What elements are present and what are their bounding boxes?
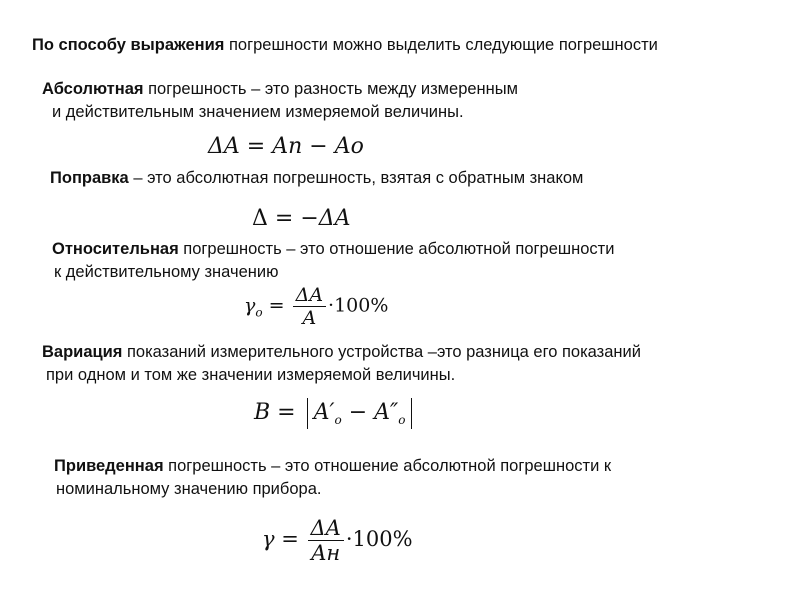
term-relative: Относительная bbox=[52, 240, 179, 258]
definition-absolute bbox=[42, 78, 518, 124]
formula-absolute bbox=[208, 134, 364, 159]
formula-correction-lhs: Δ bbox=[252, 206, 268, 231]
formula-relative-num: ΔA bbox=[295, 284, 324, 306]
formula-absolute-b: Ao bbox=[334, 134, 364, 159]
formula-reduced-lhs: γ bbox=[262, 527, 275, 551]
definition-reduced-line2: номинальному значению прибора. bbox=[56, 480, 322, 498]
formula-reduced-eq: = bbox=[274, 527, 306, 551]
formula-reduced bbox=[262, 516, 413, 565]
definition-reduced bbox=[54, 455, 611, 501]
formula-reduced-num: ΔA bbox=[310, 516, 341, 540]
formula-relative bbox=[244, 284, 388, 329]
definition-variation-line1: показаний измерительного устройства –это разница его показаний bbox=[122, 343, 641, 361]
formula-variation bbox=[254, 398, 412, 429]
definition-absolute-line2: и действительным значением измеряемой величины. bbox=[52, 103, 464, 121]
formula-correction-rhs: −ΔA bbox=[300, 206, 351, 231]
formula-variation-a-sub: o bbox=[334, 413, 342, 427]
formula-variation-eq: = bbox=[270, 400, 303, 425]
heading-rest: погрешности можно выделить следующие погрешности bbox=[224, 36, 658, 54]
formula-reduced-den: Aн bbox=[308, 540, 344, 565]
definition-relative-line1: погрешность – это отношение абсолютной погрешности bbox=[178, 240, 615, 258]
formula-absolute-a: An bbox=[272, 134, 303, 159]
definition-variation-line2: при одном и том же значении измеряемой величины. bbox=[46, 366, 456, 384]
heading-bold: По способу выражения bbox=[32, 36, 225, 54]
formula-relative-den: A bbox=[293, 306, 326, 329]
formula-variation-lhs: B bbox=[254, 400, 271, 425]
term-variation: Вариация bbox=[42, 343, 123, 361]
formula-variation-b-sub: o bbox=[398, 413, 406, 427]
definition-relative bbox=[52, 238, 614, 284]
term-correction: Поправка bbox=[50, 169, 129, 187]
formula-reduced-tail: ·100% bbox=[345, 527, 413, 551]
formula-absolute-lhs: ΔA bbox=[208, 134, 240, 159]
formula-correction-eq: = bbox=[267, 206, 301, 231]
formula-variation-b: A″ bbox=[374, 400, 399, 425]
formula-absolute-minus: − bbox=[302, 134, 335, 159]
definition-absolute-line1: погрешность – это разность между измеренным bbox=[143, 80, 518, 98]
definition-correction bbox=[50, 167, 583, 190]
term-absolute: Абсолютная bbox=[42, 80, 144, 98]
definition-relative-line2: к действительному значению bbox=[54, 263, 279, 281]
formula-relative-tail: ·100% bbox=[328, 294, 389, 317]
formula-relative-sub: o bbox=[255, 305, 263, 320]
term-reduced: Приведенная bbox=[54, 457, 164, 475]
formula-variation-a: A′ bbox=[313, 400, 335, 425]
formula-absolute-eq: = bbox=[239, 134, 273, 159]
formula-variation-minus: − bbox=[341, 400, 375, 425]
formula-relative-lhs: γ bbox=[244, 294, 256, 317]
formula-relative-eq: = bbox=[262, 294, 291, 317]
definition-correction-line1: – это абсолютная погрешность, взятая с обратным знаком bbox=[128, 169, 584, 187]
definition-variation bbox=[42, 341, 641, 387]
formula-variation-abs bbox=[307, 398, 413, 429]
formula-relative-fraction bbox=[293, 284, 326, 329]
formula-correction bbox=[252, 206, 351, 231]
page-heading bbox=[32, 34, 658, 57]
formula-reduced-fraction bbox=[308, 516, 344, 565]
definition-reduced-line1: погрешность – это отношение абсолютной погрешности к bbox=[163, 457, 612, 475]
